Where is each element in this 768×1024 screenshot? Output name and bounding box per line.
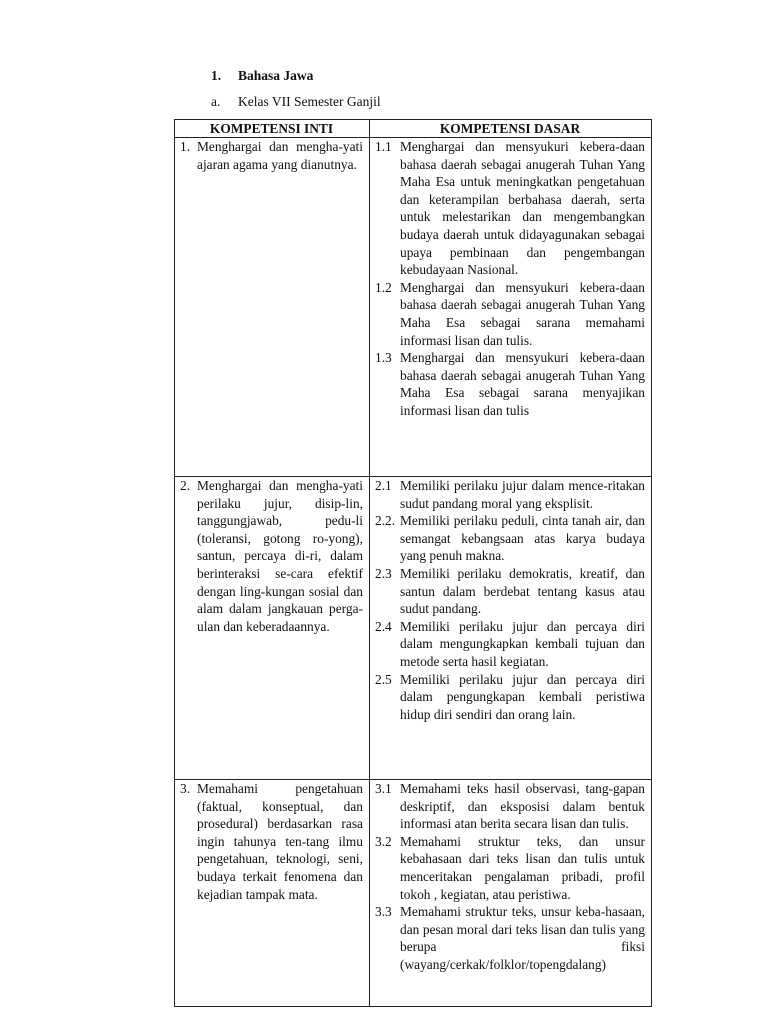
kd-text: Memiliki perilaku jujur dalam mence-ritakan sudut pandang moral yang eksplisit. [400, 478, 645, 511]
kd-number: 3.1 [375, 781, 392, 796]
ki-text-block [180, 780, 363, 903]
kd-number: 2.1 [375, 478, 392, 493]
kd-text: Menghargai dan mensyukuri kebera-daan bahasa daerah sebagai anugerah Tuhan Yang Maha Esa sebagai sarana memahami informasi lisan dan tulis. [400, 279, 645, 348]
ki-text: Memahami pengetahuan (faktual, konseptual, dan prosedural) berdasarkan rasa ingin tahunya ten-tang ilmu pengetahuan, teknologi, seni, budaya terkait fenomena dan kejadian tampak mata. [197, 781, 363, 902]
kd-number: 1.2 [375, 279, 392, 295]
kd-item [375, 671, 645, 724]
ki-text-block [180, 138, 363, 173]
table-header-row [175, 120, 652, 138]
ki-number: 3. [180, 781, 191, 796]
kd-text: Memiliki perilaku demokratis, kreatif, dan santun dalam berdebat tentang kasus atau sudut pandang. [400, 565, 645, 617]
table-row [175, 477, 652, 780]
header-kompetensi-dasar: KOMPETENSI DASAR [370, 120, 652, 138]
kd-cell [370, 780, 652, 1007]
kd-item [375, 903, 645, 973]
kd-number: 3.2 [375, 833, 392, 849]
kd-item [375, 565, 645, 618]
kd-number: 1.3 [375, 350, 392, 366]
subsection-letter: a. [211, 94, 221, 109]
kd-cell [370, 477, 652, 780]
competency-table [174, 119, 652, 1007]
kd-item [375, 618, 645, 671]
kd-item [375, 512, 645, 565]
kd-number: 2.3 [375, 565, 392, 581]
kd-item [375, 833, 645, 903]
table-row [175, 780, 652, 1007]
kd-text: Memahami struktur teks, dan unsur kebahasaan dari teks lisan dan tulis untuk menceritakan pengalaman pribadi, profil tokoh , kegiatan, atau peristiwa. [400, 833, 645, 902]
kd-number: 2.5 [375, 671, 392, 687]
kd-text: Menghargai dan mensyukuri kebera-daan bahasa daerah sebagai anugerah Tuhan Yang Maha Esa sebagai sarana menyajikan informasi lisan dan tulis [400, 350, 645, 418]
ki-cell [175, 477, 370, 780]
kd-item [375, 349, 645, 419]
kd-item [375, 138, 645, 279]
section-number: 1. [211, 68, 222, 83]
kd-text: Memahami teks hasil observasi, tang-gapan deskriptif, dan eksposisi dalam bentuk informasi atan berita secara lisan dan tulis. [400, 781, 645, 832]
subsection-title: Kelas VII Semester Ganjil [238, 94, 381, 109]
kd-text: Menghargai dan mensyukuri kebera-daan bahasa daerah sebagai anugerah Tuhan Yang Maha Esa untuk meningkatkan pengetahuan dan keterampilan berbahasa daerah, serta untuk melestarikan dan mengembangkan budaya daerah untuk didayagunakan sebagai upaya pembinaan dan pengembangan kebudayaan Nasional. [400, 139, 645, 278]
kd-number: 2.4 [375, 618, 392, 634]
section-heading [211, 68, 313, 84]
kd-item [375, 780, 645, 833]
ki-text: Menghargai dan mengha-yati ajaran agama yang dianutnya. [197, 139, 363, 172]
subsection-heading [211, 94, 381, 110]
kd-number: 1.1 [375, 139, 392, 154]
kd-item [375, 477, 645, 512]
ki-cell [175, 138, 370, 477]
kd-text: Memiliki perilaku peduli, cinta tanah air, dan semangat kebangsaan atas karya budaya yang penuh makna. [400, 513, 645, 564]
header-kompetensi-inti: KOMPETENSI INTI [175, 120, 370, 138]
ki-number: 1. [180, 139, 191, 154]
section-title: Bahasa Jawa [238, 68, 314, 83]
kd-number: 3.3 [375, 904, 392, 920]
table-row [175, 138, 652, 477]
kd-text: Memiliki perilaku jujur dan percaya diri dalam mengungkapkan kembali tujuan dan metode serta hasil kegiatan. [400, 618, 645, 669]
ki-cell [175, 780, 370, 1007]
ki-number: 2. [180, 478, 191, 493]
kd-cell [370, 138, 652, 477]
kd-item [375, 279, 645, 349]
ki-text: Menghargai dan mengha-yati perilaku jujur, disip-lin, tanggungjawab, pedu-li (toleransi, gotong ro-yong), santun, percaya di-ri, dalam berinteraksi se-cara efektif dengan ling-kungan sosial dan alam dalam jangkauan perga-ulan dan keberadaannya. [197, 478, 363, 634]
kd-text: Memahami struktur teks, unsur keba-hasaan, dan pesan moral dari teks lisan dan tulis yang berupa fiksi (wayang/cerkak/folklor/topengdalang) [400, 904, 645, 972]
kd-number: 2.2. [375, 513, 396, 529]
kd-text: Memiliki perilaku jujur dan percaya diri dalam pengungkapan kembali peristiwa hidup diri sendiri dan orang lain. [400, 671, 645, 722]
ki-text-block [180, 477, 363, 635]
